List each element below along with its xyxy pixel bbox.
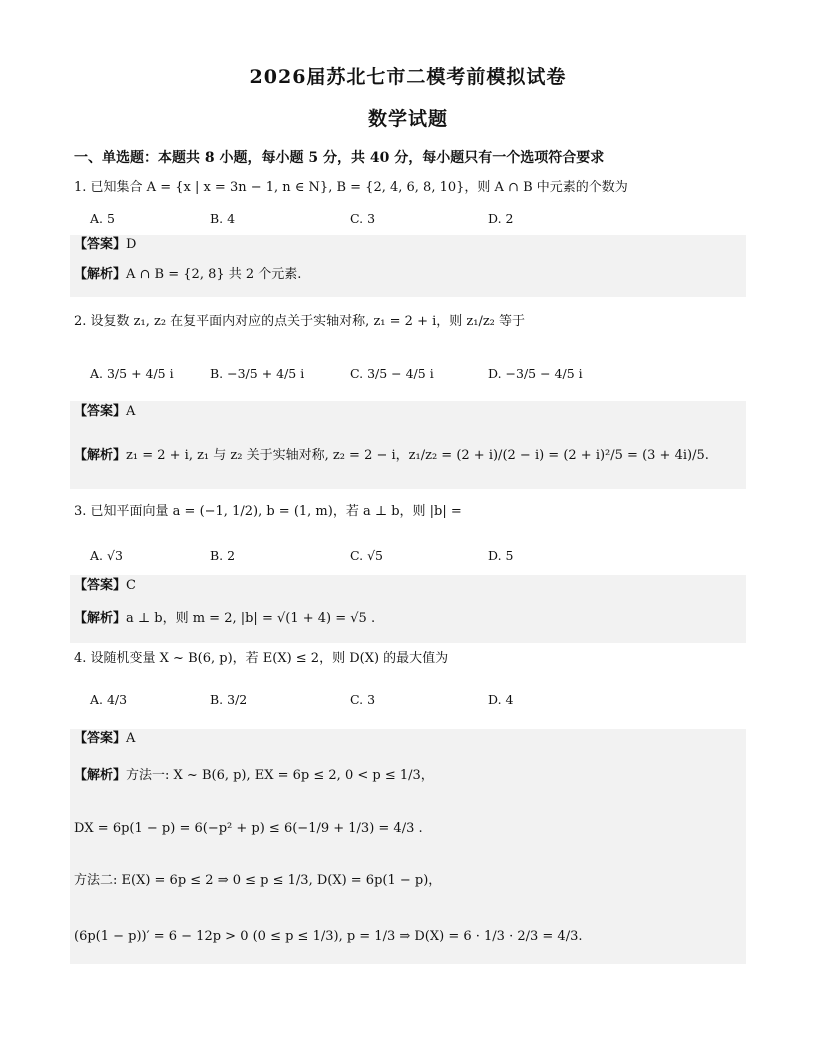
option-c-q2: C. 3/5 − 4/5 i [350, 366, 434, 381]
option-c-q4: C. 3 [350, 692, 376, 707]
option-c-q1: C. 3 [350, 211, 376, 226]
option-a-q3: A. √3 [90, 548, 123, 563]
answer-block-q2 [70, 401, 746, 489]
analysis-line-q1 [74, 266, 301, 284]
option-d-q3: D. 5 [488, 548, 514, 563]
page-title: 2026届苏北七市二模考前模拟试卷 [249, 66, 567, 88]
analysis-text-q3: a ⊥ b，则 m = 2, |b| = √(1 + 4) = √5 . [126, 611, 376, 626]
analysis-label: 【解析】 [74, 448, 127, 463]
option-b-q2: B. −3/5 + 4/5 i [210, 366, 305, 381]
answer-value-q1: D [126, 237, 137, 252]
analysis-text-q1: A ∩ B = {2, 8} 共 2 个元素. [126, 267, 302, 282]
option-d-q4: D. 4 [488, 692, 514, 707]
analysis-text-q2: z₁ = 2 + i, z₁ 与 z₂ 关于实轴对称, z₂ = 2 − i，z₁/z₂ = (2 + i)/(2 − i) = (2 + i)²/5 = (3 + 4i)/5. [126, 448, 709, 463]
analysis-text-q4-line2: DX = 6p(1 − p) = 6(−p² + p) ≤ 6(−1/9 + 1/3) = 4/3 . [74, 821, 423, 836]
section-heading: 一、单选题：本题共 8 小题，每小题 5 分，共 40 分，每小题只有一个选项符合要求 [74, 150, 605, 166]
analysis-label: 【解析】 [74, 611, 127, 626]
answer-line-q3 [74, 577, 136, 595]
answer-label: 【答案】 [74, 731, 127, 746]
answer-line-q4 [74, 730, 135, 748]
answer-label: 【答案】 [74, 404, 127, 419]
answer-line-q1 [74, 236, 136, 254]
analysis-line-q2 [74, 447, 709, 465]
analysis-label: 【解析】 [74, 267, 127, 282]
option-b-q3: B. 2 [210, 548, 236, 563]
page-subtitle: 数学试题 [367, 108, 448, 130]
answer-label: 【答案】 [74, 578, 127, 593]
analysis-text-q4-method1: 方法一: X ~ B(6, p), EX = 6p ≤ 2, 0 < p ≤ 1/3， [126, 768, 434, 783]
answer-line-q2 [74, 403, 135, 421]
option-d-q2: D. −3/5 − 4/5 i [488, 366, 583, 381]
answer-value-q4: A [126, 731, 136, 746]
option-c-q3: C. √5 [350, 548, 383, 563]
option-d-q1: D. 2 [488, 211, 514, 226]
question-stem-q3: 3. 已知平面向量 a = (−1, 1/2), b = (1, m)，若 a ⊥ b，则 |b| = [74, 504, 462, 519]
answer-value-q3: C [126, 578, 136, 593]
analysis-text-q4-line4: (6p(1 − p))′ = 6 − 12p > 0 (0 ≤ p ≤ 1/3), p = 1/3 ⇒ D(X) = 6 · 1/3 · 2/3 = 4/3. [74, 929, 583, 944]
option-a-q2: A. 3/5 + 4/5 i [90, 366, 174, 381]
analysis-line-q4 [74, 767, 434, 785]
answer-block-q3 [70, 575, 746, 643]
option-a-q4: A. 4/3 [90, 692, 128, 707]
analysis-label: 【解析】 [74, 768, 127, 783]
answer-label: 【答案】 [74, 237, 127, 252]
analysis-text-q4-method2: 方法二: E(X) = 6p ≤ 2 ⇒ 0 ≤ p ≤ 1/3, D(X) = 6p(1 − p)， [74, 873, 442, 888]
option-a-q1: A. 5 [90, 211, 115, 226]
option-b-q1: B. 4 [210, 211, 236, 226]
question-stem-q4: 4. 设随机变量 X ~ B(6, p)，若 E(X) ≤ 2，则 D(X) 的最大值为 [74, 651, 449, 666]
question-stem-q2: 2. 设复数 z₁, z₂ 在复平面内对应的点关于实轴对称, z₁ = 2 + i，则 z₁/z₂ 等于 [74, 314, 526, 329]
answer-value-q2: A [126, 404, 136, 419]
question-stem-q1: 1. 已知集合 A = {x | x = 3n − 1, n ∈ N}, B = {2, 4, 6, 8, 10}，则 A ∩ B 中元素的个数为 [74, 180, 628, 195]
option-b-q4: B. 3/2 [210, 692, 248, 707]
analysis-line-q3 [74, 610, 375, 628]
